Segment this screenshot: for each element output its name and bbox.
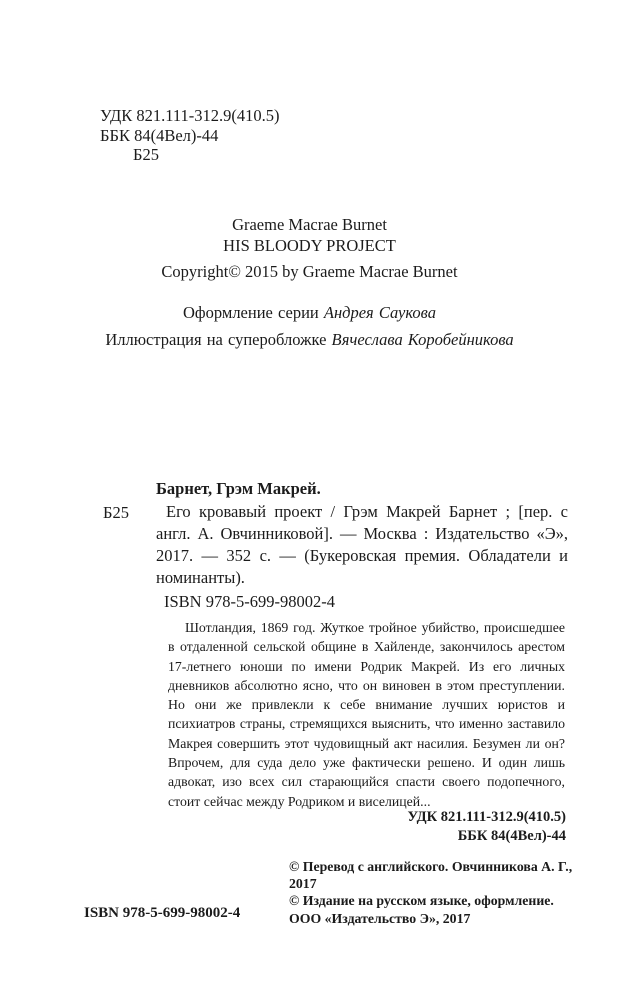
isbn-bottom: ISBN 978-5-699-98002-4	[84, 905, 241, 921]
author-sign-card: Б25	[103, 503, 129, 522]
copyright-translation-line2: 2017	[289, 876, 317, 892]
original-copyright-line: Copyright© 2015 by Graeme Macrae Burnet	[161, 262, 458, 281]
jacket-illustrator-name: Вячеслава Коробейникова	[331, 330, 514, 349]
isbn-card: ISBN 978-5-699-98002-4	[164, 592, 335, 611]
annotation-paragraph: Шотландия, 1869 год. Жуткое тройное убийство, происшедшее в отдаленной сельской общине в Хайленде, закончилось арестом 17-летнего юноши по имени Родрик Макрей. Из его личных дневников абсолютно ясно, что он виновен в этом преступлении. Но они же привлекли к себе внимание лучших юристов и психиатров страны, стремящихся выяснить, что именно заставило Макрея совершить этот чудовищный акт насилия. Безумен ли он? Впрочем, для суда дело уже фактически решено. И один лишь адвокат, изо всех сил старающийся спасти своего подопечного, стоит сейчас между Родриком и виселицей...	[168, 620, 565, 809]
original-author: Graeme Macrae Burnet	[232, 215, 387, 234]
series-design-credit	[0, 299, 619, 326]
bbk-code-bottom: ББК 84(4Вел)-44	[457, 827, 566, 844]
jacket-illustration-label: Иллюстрация на суперобложке	[105, 330, 332, 349]
author-sign-top: Б25	[133, 145, 159, 164]
series-design-label: Оформление серии	[183, 303, 324, 322]
copyright-notices	[289, 858, 572, 927]
udk-code-bottom: УДК 821.111-312.9(410.5)	[407, 809, 566, 825]
copyright-edition-line1: © Издание на русском языке, оформление.	[289, 893, 554, 909]
catalog-card-author: Барнет, Грэм Макрей.	[156, 479, 321, 498]
cataloging-codes-bottom	[407, 808, 566, 845]
jacket-illustration-credit	[0, 326, 619, 353]
udk-code-top: УДК 821.111-312.9(410.5)	[100, 106, 280, 125]
copyright-translation-line1: © Перевод с английского. Овчинникова А. Г.,	[289, 859, 573, 874]
cataloging-codes-top	[100, 106, 280, 165]
bbk-code-top: ББК 84(4Вел)-44	[100, 125, 219, 145]
original-title: HIS BLOODY PROJECT	[223, 236, 396, 255]
catalog-card-description: Его кровавый проект / Грэм Макрей Барнет ; [пер. с англ. А. Овчинниковой]. — Москва : Издательство «Э», 2017. — 352 с. — (Букеровская премия. Обладатели и номинанты).	[156, 502, 568, 587]
credits-block	[0, 299, 619, 353]
series-designer-name: Андрея Саукова	[323, 303, 436, 322]
original-edition-block	[0, 214, 619, 256]
copyright-edition-line2: ООО «Издательство Э», 2017	[289, 910, 471, 926]
